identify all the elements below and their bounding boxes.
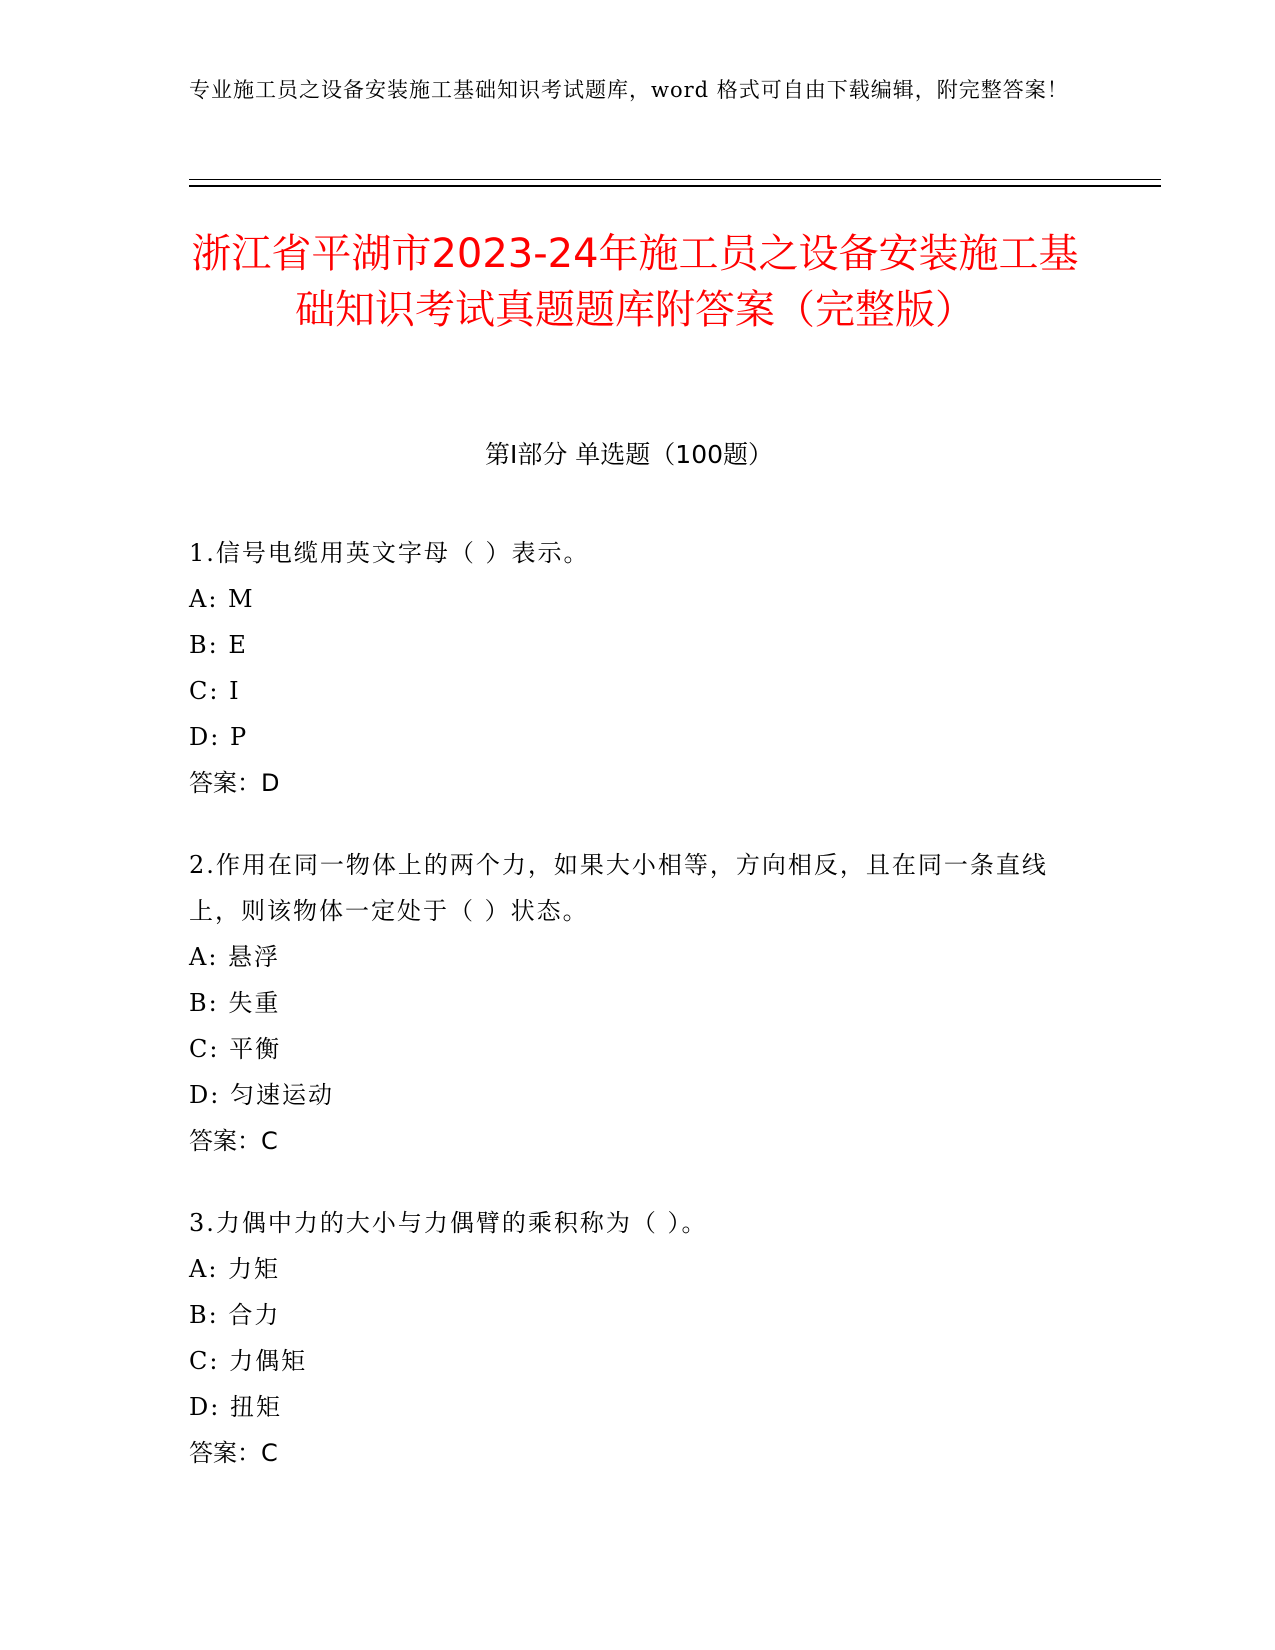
- option-c: C: 力偶矩: [189, 1347, 308, 1375]
- option-b: B: 失重: [189, 989, 281, 1017]
- answer-label: 答案：: [189, 1127, 261, 1155]
- answer: [189, 760, 1069, 806]
- question-stem: 1.信号电缆用英文字母（ ）表示。: [189, 539, 590, 567]
- answer-value: D: [261, 769, 280, 797]
- question-1: [189, 530, 1069, 806]
- answer: [189, 1430, 1069, 1476]
- question-stem: 3.力偶中力的大小与力偶臂的乘积称为（ ）。: [189, 1209, 708, 1237]
- header-divider-thick: [189, 185, 1161, 187]
- header-note: 专业施工员之设备安装施工基础知识考试题库，word 格式可自由下载编辑，附完整答案！: [189, 78, 1069, 102]
- option-a: A: 悬浮: [189, 943, 281, 971]
- answer-value: C: [261, 1439, 278, 1467]
- question-list: [189, 530, 1069, 1512]
- answer-value: C: [261, 1127, 278, 1155]
- question-3: [189, 1200, 1069, 1476]
- option-d: D: 扭矩: [189, 1393, 282, 1421]
- option-d: D: 匀速运动: [189, 1081, 334, 1109]
- option-b: B: 合力: [189, 1301, 281, 1329]
- answer: [189, 1118, 1069, 1164]
- header-divider-thin: [189, 179, 1161, 180]
- option-a: A: M: [189, 585, 255, 613]
- answer-label: 答案：: [189, 769, 261, 797]
- question-2: [189, 842, 1069, 1164]
- option-b: B: E: [189, 631, 248, 659]
- option-c: C: 平衡: [189, 1035, 282, 1063]
- option-c: C: I: [189, 677, 241, 705]
- question-stem: 2.作用在同一物体上的两个力，如果大小相等，方向相反，且在同一条直线上，则该物体一定处于（ ）状态。: [189, 851, 1048, 925]
- answer-label: 答案：: [189, 1439, 261, 1467]
- option-a: A: 力矩: [189, 1255, 281, 1283]
- option-d: D: P: [189, 723, 249, 751]
- document-title: 浙江省平湖市2023-24年施工员之设备安装施工基础知识考试真题题库附答案（完整版）: [191, 231, 1079, 333]
- section-title: 第I部分 单选题（100题）: [484, 440, 774, 469]
